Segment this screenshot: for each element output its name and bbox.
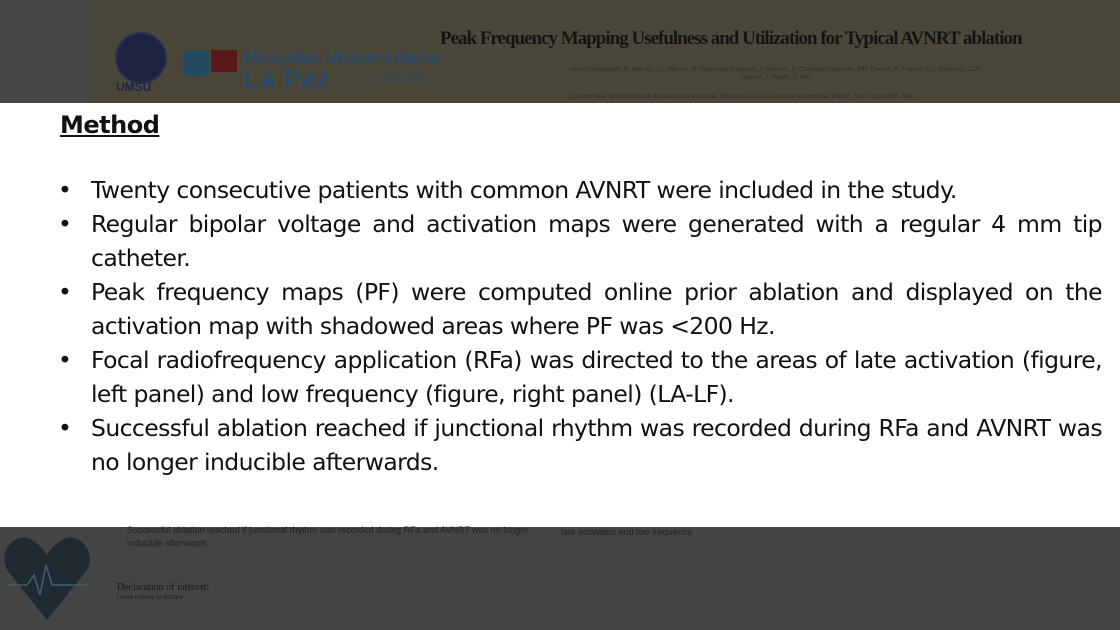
bullet-text: Peak frequency maps (PF) were computed online prior ablation and displayed on the activation map with shadowed areas where PF was <200 Hz. [91, 278, 1102, 340]
bullet-icon: • [58, 278, 72, 306]
poster-bullet-background [117, 524, 537, 550]
hospital-logo-sub: Hospital Carlos III Hospital Cantoblanco [372, 72, 430, 84]
list-item [56, 275, 1102, 343]
bullet-icon: • [58, 414, 72, 442]
bullet-text: Regular bipolar voltage and activation maps were generated with a regular 4 mm tip catheter. [91, 210, 1102, 272]
bullet-text: Focal radiofrequency application (RFa) was directed to the areas of late activation (figure, left panel) and low frequency (figure, right panel) (LA-LF). [91, 346, 1102, 408]
hospital-logo-line1: Hospital Universitario [244, 48, 441, 69]
method-heading: Method [60, 111, 160, 139]
list-item [56, 411, 1102, 479]
heart-ecg-logo-icon [2, 525, 92, 625]
umsu-logo-icon [115, 32, 167, 84]
poster-right-text: late activation and low frequency. [561, 527, 694, 537]
list-item [56, 343, 1102, 411]
method-zoom-overlay [0, 103, 1120, 527]
declaration-title: Declaration of interest: [117, 582, 210, 593]
list-item [56, 173, 1102, 207]
bullet-icon: • [58, 176, 72, 204]
bullet-text: Successful ablation reached if junctional rhythm was recorded during RFa and AVNRT was no longer inducible afterwards. [91, 414, 1102, 476]
list-item [56, 207, 1102, 275]
declaration-text: I have nothing to declare [117, 595, 183, 601]
left-margin [0, 0, 90, 103]
poster-title: Peak Frequency Mapping Usefulness and Utilization for Typical AVNRT ablation [440, 28, 1022, 49]
method-bullet-list [56, 173, 1102, 479]
bullet-icon: • [58, 210, 72, 238]
salud-madrid-logo-icon [183, 50, 209, 76]
madrid-flag-icon [211, 50, 237, 72]
bullet-text: Twenty consecutive patients with common AVNRT were included in the study. [91, 176, 957, 204]
umsu-logo-text: UMSU [116, 80, 152, 94]
bullet-icon: • [58, 346, 72, 374]
poster-affiliations: (1) Universitas Muhammadiyah Sumatera Utara, Medan, Indonesia; (2) La Paz University Hospital, Madrid, Spain; (3) Abbott, New [568, 94, 914, 100]
poster-bullet-text: Successful ablation reached if junctional rhythm was recorded during RFa and AVNRT was no longer inducible afterwards. [127, 525, 529, 548]
hospital-logo-line2: La Paz [244, 64, 330, 94]
poster-authors: Ahmad Handayani¹, G. Marcos¹, J.L. Merino², M. Sanroman Junquera², J. Moreno², S. Castrejon-Castrejon², MR. Cuesta², E. Franco², C.L. Gimenez², J.DV Alarcon², J. Ritani², S. Kim [568, 67, 982, 81]
